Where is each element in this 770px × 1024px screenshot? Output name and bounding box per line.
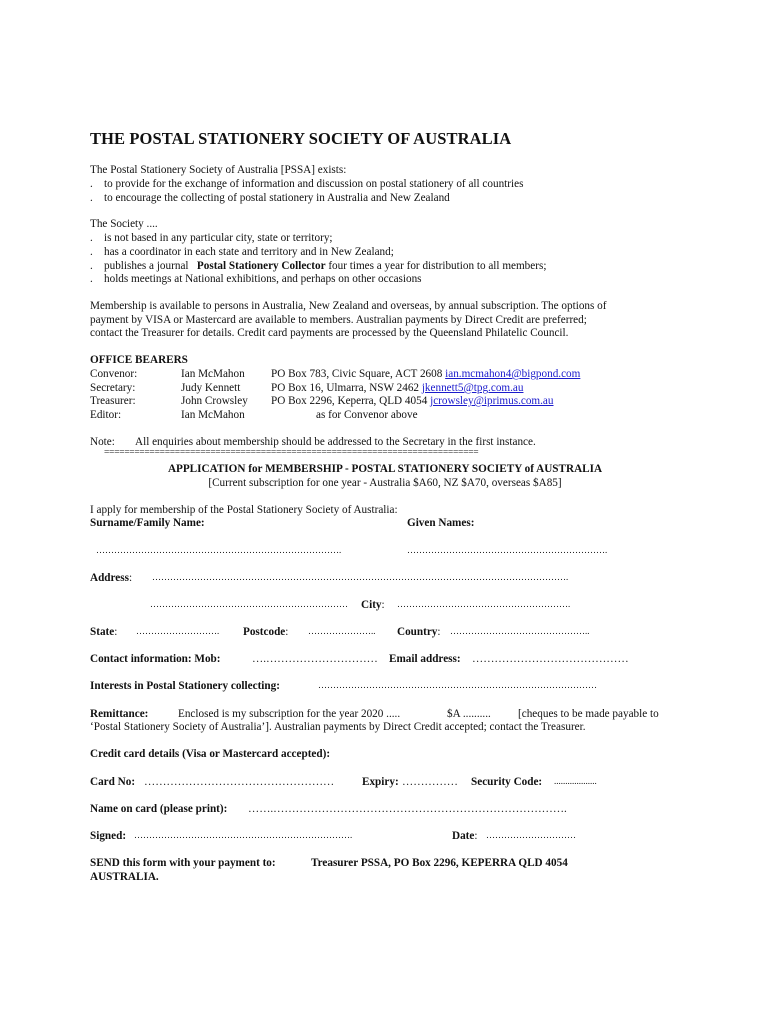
contact-label: Contact information: Mob: [90,653,221,665]
society-bullet: . has a coordinator in each state and territory and in New Zealand; [90,246,394,258]
intro-bullet: . to provide for the exchange of information and discussion on postal stationery of all countries [90,178,524,190]
page-title: THE POSTAL STATIONERY SOCIETY OF AUSTRALIA [90,129,512,148]
date-label: Date: [452,830,478,842]
name-on-card-label: Name on card (please print): [90,803,228,815]
remittance-label: Remittance: [90,708,149,720]
society-bullet: . is not based in any particular city, state or territory; [90,232,333,244]
divider: ========================================================================== [104,448,479,458]
date-field[interactable]: ………………………… [486,830,576,840]
officer-role: Editor: [90,409,122,421]
membership-text: Membership is available to persons in Australia, New Zealand and overseas, by annual subscription. The options of [90,300,607,312]
card-number-label: Card No: [90,776,136,788]
address-line2-field[interactable]: ………………………………………………………… [150,599,348,609]
society-bullet: . holds meetings at National exhibitions, and perhaps on other occasions [90,273,422,285]
apply-line: I apply for membership of the Postal Stationery Society of Australia: [90,504,398,516]
given-names-label: Given Names: [407,517,475,529]
postcode-field[interactable]: ………………….. [308,626,376,636]
security-code-label: Security Code: [471,776,543,788]
remittance-text: Enclosed is my subscription for the year 2020 ..... [178,708,401,720]
officer-address: PO Box 2296, Keperra, QLD 4054 jcrowsley@iprimus.com.au [271,395,554,407]
send-country: AUSTRALIA. [90,871,159,883]
state-label: State: [90,626,118,638]
society-line: The Society .... [90,218,158,230]
surname-field[interactable]: ………………………………………………………………………. [96,545,342,555]
officer-email-link[interactable]: ian.mcmahon4@bigpond.com [445,368,581,380]
membership-text: contact the Treasurer for details. Credit card payments are processed by the Queensland Philatelic Council. [90,327,569,339]
interests-label: Interests in Postal Stationery collecting: [90,680,280,692]
surname-label: Surname/Family Name: [90,517,205,529]
expiry-label: Expiry: [362,776,399,788]
officer-email-link[interactable]: jcrowsley@iprimus.com.au [430,395,554,407]
mobile-field[interactable]: ….………………………… [252,653,378,665]
officer-role: Convenor: [90,368,138,380]
application-heading: APPLICATION for MEMBERSHIP - POSTAL STATIONERY SOCIETY of AUSTRALIA [167,463,603,475]
send-address: Treasurer PSSA, PO Box 2296, KEPERRA QLD 4054 [311,857,568,869]
address-field[interactable]: …………………………………………………………………………………………………………………………. [152,572,569,582]
email-label: Email address: [389,653,461,665]
card-number-field[interactable]: …………………………………………… [144,776,335,788]
intro-bullet: . to encourage the collecting of postal stationery in Australia and New Zealand [90,192,450,204]
signed-label: Signed: [90,830,127,842]
office-bearers-heading: OFFICE BEARERS [90,354,188,366]
journal-name: Postal Stationery Collector [196,260,326,272]
membership-text: payment by VISA or Mastercard are available to members. Australian payments by Direct Credit are preferred; [90,314,587,326]
remittance-amount[interactable]: $A .......... [447,708,491,720]
society-bullet-journal: . publishes a journal Postal Stationery Collector four times a year for distribution to all members; [90,260,547,272]
expiry-field[interactable]: …………… [402,776,458,788]
application-subheading: [Current subscription for one year - Australia $A60, NZ $A70, overseas $A85] [208,477,562,489]
officer-name: Ian McMahon [181,368,245,380]
officer-name: Judy Kennett [181,382,241,394]
remittance-cheques: [cheques to be made payable to [518,708,659,720]
officer-role: Treasurer: [90,395,136,407]
officer-email-link[interactable]: jkennett5@tpg.com.au [421,382,524,394]
state-field[interactable]: ………………………. [136,626,220,636]
intro-line: The Postal Stationery Society of Australia [PSSA] exists: [90,164,347,176]
name-on-card-field[interactable]: …….……………………………………………………………………. [248,803,567,815]
credit-card-heading: Credit card details (Visa or Mastercard accepted): [90,748,331,760]
officer-name: Ian McMahon [181,409,245,421]
officer-role: Secretary: [90,382,136,394]
officer-name: John Crowsley [181,395,248,407]
postcode-label: Postcode: [243,626,289,638]
officer-address: as for Convenor above [316,409,418,421]
country-field[interactable]: ……………………………………….. [450,626,590,636]
email-field[interactable]: …………………………………… [472,653,629,665]
given-names-field[interactable]: …………………………………………………………. [407,545,608,555]
note-label: Note: [90,436,115,448]
send-label: SEND this form with your payment to: [90,857,276,869]
signature-field[interactable]: ………………………………………………………………. [134,830,353,840]
officer-address: PO Box 783, Civic Square, ACT 2608 ian.mcmahon4@bigpond.com [271,368,581,380]
address-label: Address: [90,572,133,584]
officer-address: PO Box 16, Ulmarra, NSW 2462 jkennett5@tpg.com.au [271,382,524,394]
city-field[interactable]: …………………………………………………. [397,599,571,609]
country-label: Country: [397,626,441,638]
city-label: City: [361,599,385,611]
security-code-field[interactable]: ................... [554,776,597,786]
note-text: All enquiries about membership should be addressed to the Secretary in the first instance. [135,436,536,448]
interests-field[interactable]: ………………………………………………………………………………… [318,680,597,690]
remittance-text-2: ‘Postal Stationery Society of Australia’]. Australian payments by Direct Credit accepted; contact the Treasurer. [90,721,586,733]
